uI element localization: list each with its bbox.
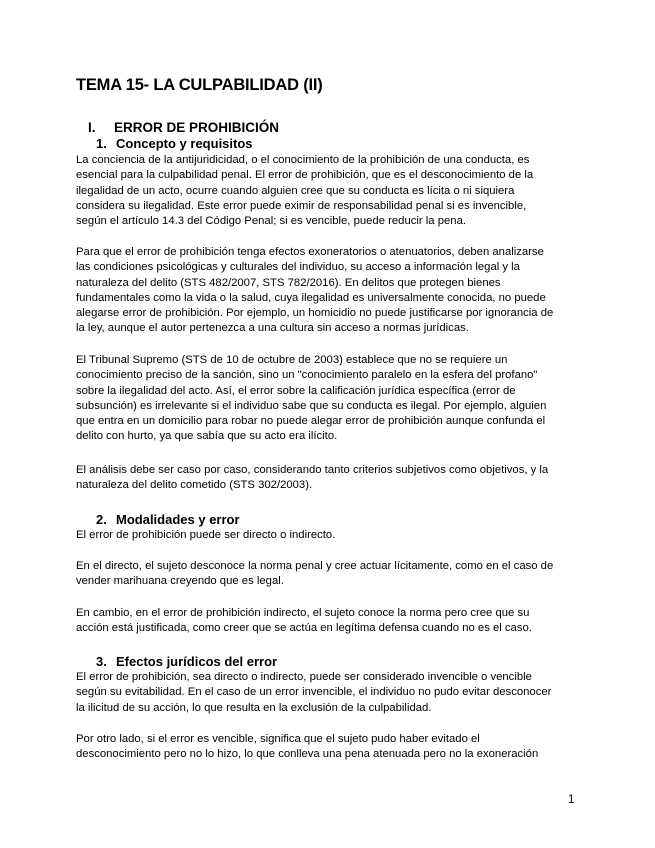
paragraph-line: El error de prohibición puede ser directo o indirecto.	[76, 529, 336, 541]
paragraph	[76, 606, 576, 637]
subsection-number: 3.	[96, 654, 107, 669]
paragraph-line: La conciencia de la antijuridicidad, o el conocimiento de la prohibición de una conducta, es	[76, 154, 530, 166]
paragraph-line: Por otro lado, si el error es vencible, significa que el sujeto pudo haber evitado el	[76, 733, 480, 745]
paragraph-line: las condiciones psicológicas y culturales del individuo, su acceso a información legal y la	[76, 261, 520, 274]
section-heading	[88, 120, 279, 135]
section-number: I.	[88, 120, 96, 135]
page-number: 1	[568, 794, 575, 806]
paragraph-line: delito con hurto, ya que sabía que su acto era ilícito.	[76, 430, 338, 443]
paragraph-line: fundamentales como la vida o la salud, cuya ilegalidad es universalmente conocida, no puede	[76, 291, 546, 304]
subsection-title: Efectos jurídicos del error	[116, 654, 278, 669]
paragraph-line: según el artículo 14.3 del Código Penal; si es vencible, puede reducir la pena.	[76, 215, 466, 228]
paragraph-line: Para que el error de prohibición tenga efectos exoneratorios o atenuatorios, deben analizarse	[76, 246, 544, 258]
paragraph	[76, 732, 576, 763]
paragraph-line: considera su ilegalidad. Este error puede eximir de responsabilidad penal si es invencible,	[76, 199, 527, 212]
subsection-heading	[96, 136, 253, 151]
subsection-heading	[96, 654, 277, 669]
section-title: ERROR DE PROHIBICIÓN	[114, 120, 280, 135]
paragraph-line: que entra en un domicilio para robar no puede alegar error de prohibición aunque confunda el	[76, 415, 546, 428]
paragraph-line: naturaleza del delito (STS 482/2007, STS 782/2016). En delitos que protegen bienes	[76, 276, 501, 289]
paragraph-line: ilegalidad de un acto, ocurre cuando alguien cree que su conducta es lícita o ni siquiera	[76, 184, 515, 197]
paragraph-line: desconocimiento pero no lo hizo, lo que conlleva una pena atenuada pero no la exoneración	[76, 748, 539, 761]
paragraph	[76, 670, 576, 716]
subsection-number: 2.	[96, 512, 107, 527]
paragraph-line: alegarse error de prohibición. Por ejemplo, un homicidio no puede justificarse por ignorancia de	[76, 307, 554, 320]
paragraph-line: conocimiento preciso de la sanción, sino un "conocimiento paralelo en la esfera del profano"	[76, 369, 538, 382]
paragraph	[76, 463, 576, 494]
subsection-title: Concepto y requisitos	[116, 136, 253, 151]
paragraph	[76, 245, 576, 337]
subsection-number: 1.	[96, 136, 107, 151]
paragraph-line: naturaleza del delito cometido (STS 302/2003).	[76, 479, 313, 492]
subsection-title: Modalidades y error	[116, 512, 240, 527]
paragraph-line: En cambio, en el error de prohibición indirecto, el sujeto conoce la norma pero cree que su	[76, 607, 530, 619]
paragraph-line: En el directo, el sujeto desconoce la norma penal y cree actuar lícitamente, como en el caso de	[76, 560, 554, 572]
paragraph-line: la ley, aunque el autor pertenezca a una cultura sin acceso a normas jurídicas.	[76, 322, 469, 335]
subsection-heading	[96, 512, 240, 527]
paragraph-line: según su evitabilidad. En el caso de un error invencible, el individuo no pudo evitar desconocer	[76, 686, 552, 699]
paragraph	[76, 353, 576, 445]
paragraph-line: subsunción) es irrelevante si el individuo sabe que su conducta es ilegal. Por ejemplo, alguien	[76, 399, 547, 412]
paragraph-line: sobre la ilegalidad del acto. Así, el error sobre la calificación jurídica específica (error de	[76, 384, 516, 397]
paragraph-line: El análisis debe ser caso por caso, considerando tanto criterios subjetivos como objetivos, y la	[76, 464, 549, 476]
paragraph	[76, 559, 576, 590]
document-title: TEMA 15- LA CULPABILIDAD (II)	[76, 76, 323, 94]
paragraph-line: El error de prohibición, sea directo o indirecto, puede ser considerado invencible o vencible	[76, 671, 532, 683]
paragraph	[76, 153, 576, 229]
paragraph-line: acción está justificada, como creer que se actúa en legítima defensa cuando no es el caso.	[76, 622, 532, 635]
paragraph-line: esencial para la culpabilidad penal. El error de prohibición, que es el desconocimiento de la	[76, 169, 534, 182]
paragraph-line: El Tribunal Supremo (STS de 10 de octubre de 2003) establece que no se requiere un	[76, 354, 508, 366]
paragraph	[76, 528, 576, 543]
paragraph-line: la ilicitud de su acción, lo que resulta en la exclusión de la culpabilidad.	[76, 701, 432, 714]
paragraph-line: vender marihuana creyendo que es legal.	[76, 575, 284, 588]
